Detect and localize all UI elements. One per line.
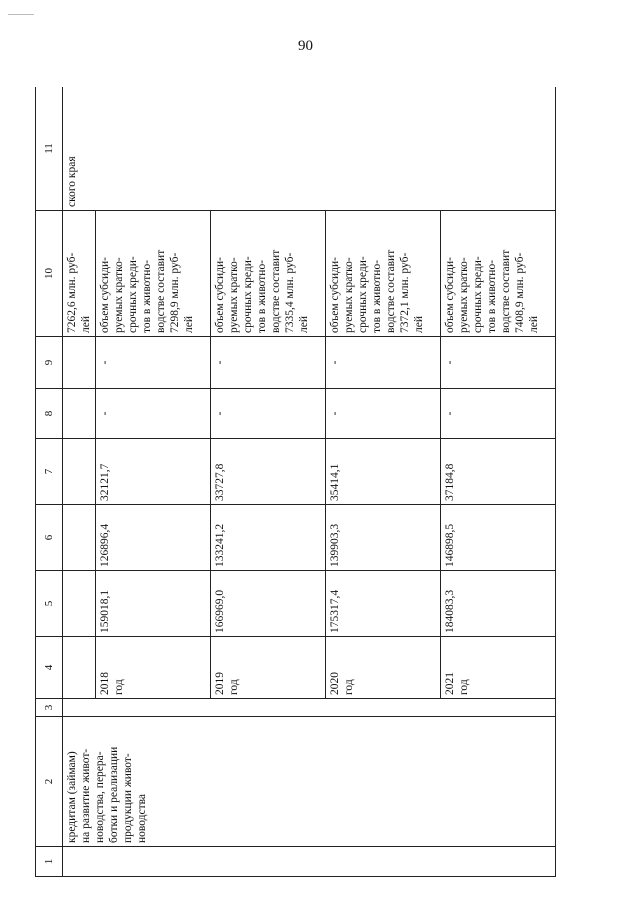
year-cell: 2020 год: [326, 637, 441, 699]
header-cell: 10: [36, 211, 63, 337]
table-row-continuation: [63, 87, 96, 877]
result-cell: объем субсиди- руемых кратко- срочных креди- тов в животно- водстве составит 7372,1 млн. руб- лей: [326, 211, 441, 337]
value-cell: -: [441, 389, 556, 439]
value-cell: -: [441, 337, 556, 389]
value-cell: [63, 389, 96, 439]
value-cell: 133241,2: [211, 505, 326, 571]
top-left-mark: [8, 14, 34, 15]
header-cell: 6: [36, 505, 63, 571]
value-cell: 175317,4: [326, 571, 441, 637]
value-cell: [63, 337, 96, 389]
value-cell: -: [326, 389, 441, 439]
value-cell: 126896,4: [96, 505, 211, 571]
indicator-cell: кредитам (займам) на развитие живот- новодства, перера- ботки и реализации продукции живот- новодства: [63, 717, 556, 847]
value-cell: [63, 571, 96, 637]
header-row: [36, 87, 63, 877]
header-cell: 7: [36, 439, 63, 505]
value-cell: -: [96, 389, 211, 439]
header-cell: 8: [36, 389, 63, 439]
value-cell: 159018,1: [96, 571, 211, 637]
col3-cell: [63, 699, 556, 717]
result-cell: 7262,6 млн. руб- лей: [63, 211, 96, 337]
value-cell: -: [211, 389, 326, 439]
header-cell: 3: [36, 699, 63, 717]
year-cell: [63, 637, 96, 699]
value-cell: -: [326, 337, 441, 389]
year-cell: 2019 год: [211, 637, 326, 699]
result-cell: объем субсиди- руемых кратко- срочных креди- тов в животно- водстве составит 7335,4 млн. руб- лей: [211, 211, 326, 337]
value-cell: 184083,3: [441, 571, 556, 637]
value-cell: 33727,8: [211, 439, 326, 505]
value-cell: 166969,0: [211, 571, 326, 637]
value-cell: 37184,8: [441, 439, 556, 505]
year-cell: 2018 год: [96, 637, 211, 699]
page-number: 90: [298, 38, 313, 54]
value-cell: 32121,7: [96, 439, 211, 505]
col1-cell: [63, 847, 556, 877]
header-cell: 5: [36, 571, 63, 637]
result-cell: объем субсиди- руемых кратко- срочных креди- тов в животно- водстве составит 7408,9 млн. руб- лей: [441, 211, 556, 337]
header-cell: 11: [36, 87, 63, 211]
year-cell: 2021 год: [441, 637, 556, 699]
value-cell: 146898,5: [441, 505, 556, 571]
value-cell: -: [211, 337, 326, 389]
result-cell: объем субсиди- руемых кратко- срочных креди- тов в животно- водстве составит 7298,9 млн. руб- лей: [96, 211, 211, 337]
value-cell: 35414,1: [326, 439, 441, 505]
header-cell: 1: [36, 847, 63, 877]
rotated-table-area: [35, 87, 595, 877]
header-cell: 2: [36, 717, 63, 847]
value-cell: 139903,3: [326, 505, 441, 571]
header-cell: 4: [36, 637, 63, 699]
value-cell: [63, 439, 96, 505]
col11-cell: ского края: [63, 87, 556, 211]
value-cell: -: [96, 337, 211, 389]
program-table: [35, 87, 556, 877]
value-cell: [63, 505, 96, 571]
rotated-table-container: [35, 87, 595, 877]
header-cell: 9: [36, 337, 63, 389]
